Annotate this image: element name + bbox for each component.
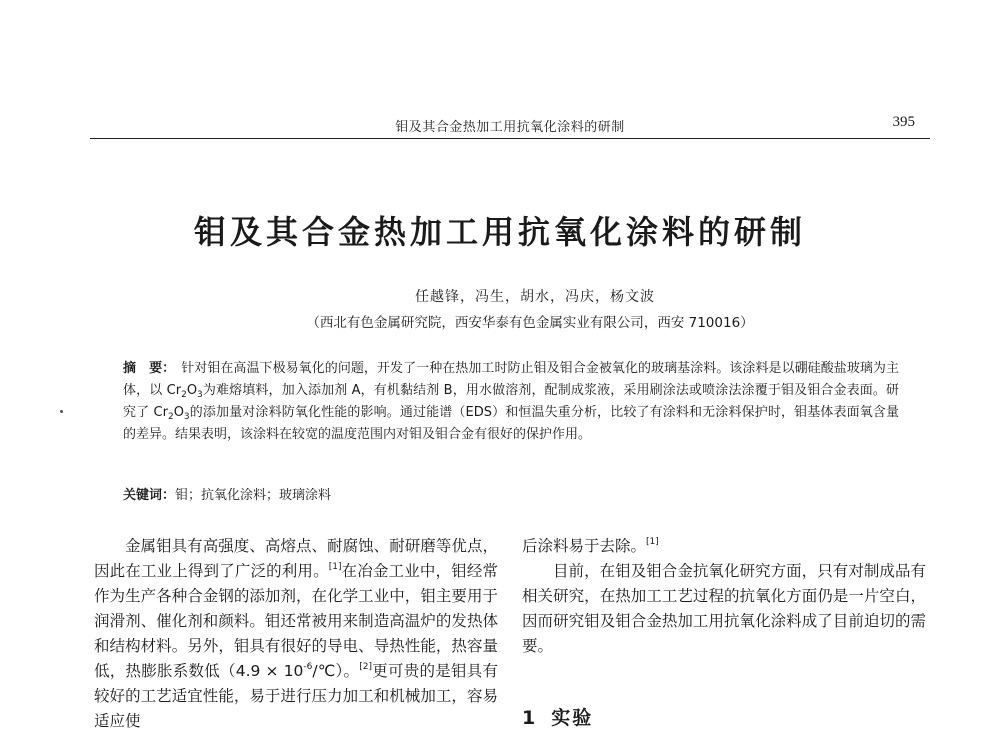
page-number: 395 xyxy=(892,114,915,130)
keywords-text: 钼；抗氧化涂料；玻璃涂料 xyxy=(175,488,332,503)
margin-mark xyxy=(60,410,63,413)
abstract-text-4: O xyxy=(173,405,184,420)
keywords xyxy=(123,484,899,503)
abstract-label: 摘 要： xyxy=(123,361,176,376)
abstract-text-2: O xyxy=(186,383,198,398)
keywords-label: 关键词： xyxy=(123,488,176,503)
citation-ref[interactable]: [2] xyxy=(359,662,373,672)
abstract-text-3: 为难熔填料，加入添加剂 A，有机黏结剂 B，用水做溶剂，配制成浆液，采用刷涂法或喷涂法涂覆于钼及钼合金表面。研究了 Cr xyxy=(123,383,899,420)
section-title: 实验 xyxy=(551,707,594,729)
affiliation: （西北有色金属研究院，西安华泰有色金属实业有限公司，西安 710016） xyxy=(306,315,754,331)
citation-ref[interactable]: [1] xyxy=(328,562,342,572)
body-text: 更可贵的是钼具有较好的工艺适宜性能，易于进行压力加工和机械加工，容易适应使 xyxy=(94,662,498,730)
running-title: 钼及其合金热加工用抗氧化涂料的研制 xyxy=(395,120,625,135)
exponent: -6 xyxy=(303,662,313,672)
author-list: 任越锋，冯生，胡水，冯庆，杨文波 xyxy=(415,289,655,305)
body-paragraph xyxy=(94,534,498,734)
body-column-left xyxy=(94,534,498,734)
body-text: 在冶金工业中，钼经常作为生产各种合金钢的添加剂，在化学工业中，钼主要用于润滑剂、催化剂和颜料。钼还常被用来制造高温炉的发热体和结构材料。另外，钼具有很好的导电、导热性能，热容量低，热膨胀系数低（4.9 × 10 xyxy=(94,562,498,680)
subscript: 3 xyxy=(197,390,203,400)
citation-ref[interactable]: [1] xyxy=(646,537,659,547)
subscript: 2 xyxy=(167,412,174,422)
body-paragraph xyxy=(522,534,926,559)
body-text: /℃）。 xyxy=(312,662,360,680)
body-text: 金属钼具有高强度、高熔点、耐腐蚀、耐研磨等优点，因此在工业上得到了广泛的利用。 xyxy=(94,537,498,580)
body-column-right xyxy=(522,534,926,659)
section-number: 1 xyxy=(522,707,538,729)
header-rule xyxy=(90,138,930,139)
subscript: 2 xyxy=(181,390,187,400)
article-title: 钼及其合金热加工用抗氧化涂料的研制 xyxy=(193,213,806,251)
body-text: 后涂料易于去除。 xyxy=(522,537,647,555)
abstract-text-5: 的添加量对涂料防氧化性能的影响。通过能谱（EDS）和恒温失重分析，比较了有涂料和无涂料保护时，钼基体表面氧含量的差异。结果表明，该涂料在较宽的温度范围内对钼及钼合金有很好的保护作用。 xyxy=(123,405,899,442)
running-header xyxy=(95,114,925,136)
abstract xyxy=(123,358,899,446)
body-paragraph: 目前，在钼及钼合金抗氧化研究方面，只有对制成品有相关研究，在热加工工艺过程的抗氧化方面仍是一片空白，因而研究钼及钼合金热加工用抗氧化涂料成了目前迫切的需要。 xyxy=(522,562,926,655)
abstract-text-1: 针对钼在高温下极易氧化的问题，开发了一种在热加工时防止钼及钼合金被氧化的玻璃基涂料。该涂料是以硼硅酸盐玻璃为主体，以 Cr xyxy=(123,361,899,398)
subscript: 3 xyxy=(183,412,190,422)
section-heading xyxy=(522,703,593,730)
